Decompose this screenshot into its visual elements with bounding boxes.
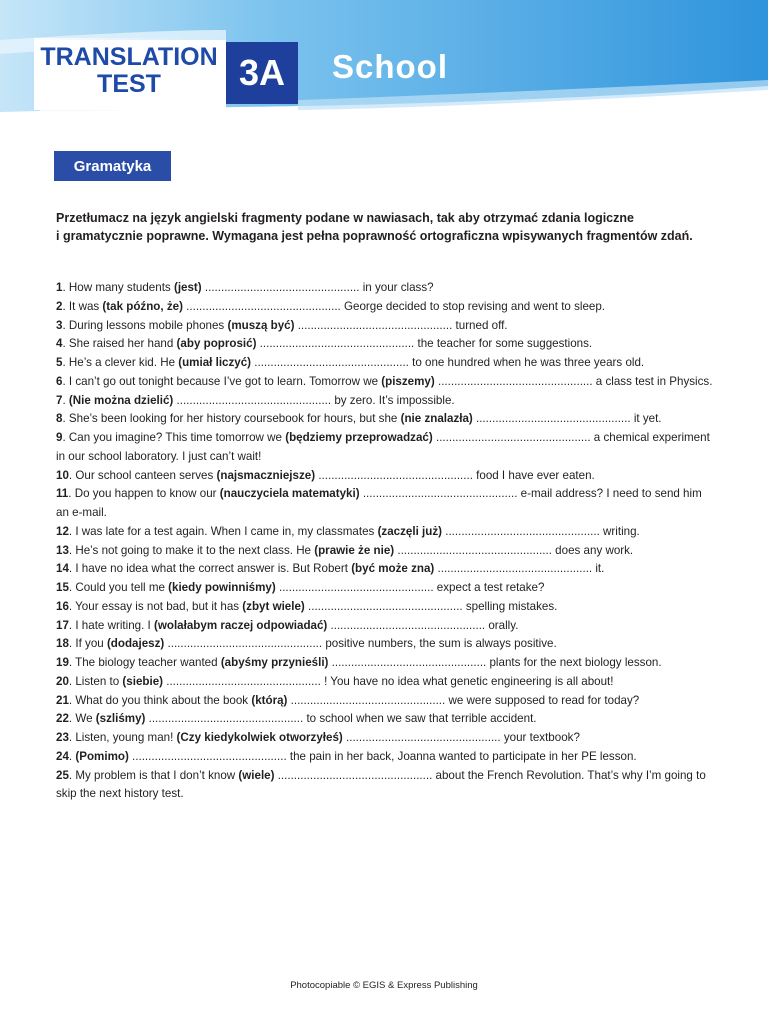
item-polish-prompt: (zaczęli już) (377, 524, 442, 538)
exercise-item (56, 710, 716, 729)
exercise-item (56, 560, 716, 579)
item-text-before: Do you happen to know our (74, 487, 220, 501)
item-number: 11 (56, 487, 69, 501)
instructions-line-2: i gramatycznie poprawne. Wymagana jest pełna poprawność ortograficzna wpisywanych fragmentów zdań. (56, 229, 693, 243)
exercise-item (56, 485, 716, 523)
item-number: 4 (56, 337, 63, 351)
item-number-dot: . (62, 431, 69, 444)
item-text-before: What do you think about the book (75, 693, 252, 707)
item-number-dot: . (68, 731, 76, 744)
exercise-item (56, 354, 716, 373)
item-text-after: ................................................ your textbook? (342, 731, 580, 744)
item-number: 13 (56, 543, 69, 557)
item-number-dot: . (68, 562, 76, 576)
item-number-dot: . (68, 487, 75, 501)
item-text-before: Listen, young man! (75, 731, 177, 744)
item-text-before: Our school canteen serves (75, 468, 217, 482)
item-polish-prompt: (kiedy powinniśmy) (168, 581, 276, 594)
exercise-item (56, 392, 716, 411)
title-line-2: TEST (97, 70, 161, 98)
item-number-dot: . (68, 693, 76, 707)
exercise-item (56, 673, 716, 692)
exercise-item (56, 635, 716, 654)
unit-badge: 3A (226, 42, 298, 104)
item-text-after: ................................................ to one hundred when he was three years old. (251, 356, 645, 369)
item-text-after: ................................................ in your class? (201, 281, 434, 294)
exercise-item (56, 467, 716, 486)
item-text-before: Could you tell me (75, 581, 169, 594)
item-number-dot: . (68, 581, 76, 594)
exercise-item (56, 279, 716, 298)
item-number-dot: . (62, 412, 69, 426)
item-polish-prompt: (najsmaczniejsze) (216, 468, 316, 482)
item-text-after: ................................................ ! You have no idea what genetic engineering is all about! (163, 674, 614, 688)
exercise-item (56, 598, 716, 617)
item-number: 8 (56, 412, 63, 426)
item-number-dot: . (62, 299, 69, 313)
item-polish-prompt: (tak późno, że) (102, 299, 183, 313)
unit-title: School (332, 48, 449, 85)
header-banner (0, 0, 768, 125)
item-polish-prompt: (zbyt wiele) (242, 599, 305, 613)
item-number-dot: . (68, 543, 76, 557)
item-polish-prompt: (jest) (173, 281, 202, 294)
item-number-dot: . (62, 374, 69, 388)
item-number-dot: . (62, 281, 69, 294)
item-polish-prompt: (będziemy przeprowadzać) (285, 431, 433, 444)
item-number: 16 (56, 599, 69, 613)
item-polish-prompt: (siebie) (122, 674, 164, 688)
item-polish-prompt: (Nie można dzielić) (68, 393, 174, 407)
exercise-item (56, 317, 716, 336)
item-number-dot: . (62, 393, 69, 407)
item-number: 6 (56, 374, 63, 388)
item-polish-prompt: (muszą być) (227, 318, 295, 332)
item-text-after: ................................................ expect a test retake? (275, 581, 545, 594)
item-text-after: ................................................ does any work. (394, 543, 634, 557)
item-polish-prompt: (którą) (251, 693, 288, 707)
exercise-item (56, 617, 716, 636)
item-text-before: He’s not going to make it to the next class. He (75, 543, 315, 557)
item-polish-prompt: (szliśmy) (95, 712, 146, 726)
item-number: 1 (56, 281, 63, 294)
item-number-dot: . (62, 356, 69, 369)
exercise-item (56, 429, 716, 467)
item-number-dot: . (68, 656, 76, 669)
item-text-after: ................................................ plants for the next biology lesson. (328, 656, 662, 669)
item-polish-prompt: (umiał liczyć) (178, 356, 252, 369)
item-text-before: He’s a clever kid. He (68, 356, 179, 369)
exercise-item (56, 748, 716, 767)
item-number: 12 (56, 524, 69, 538)
item-text-before: The biology teacher wanted (75, 656, 221, 669)
exercise-item (56, 542, 716, 561)
item-polish-prompt: (dodajesz) (106, 637, 165, 651)
item-text-after: ................................................ to school when we saw that terrible accident. (145, 712, 537, 726)
item-text-before: I have no idea what the correct answer is. But Robert (75, 562, 352, 576)
item-polish-prompt: (piszemy) (381, 374, 435, 388)
exercise-item (56, 335, 716, 354)
exercise-item (56, 373, 716, 392)
item-text-after: ................................................ a chemical experiment in our school laboratory. I just can’t wait! (56, 431, 710, 463)
item-text-before: I can’t go out tonight because I’ve got to learn. Tomorrow we (68, 374, 382, 388)
item-number-dot: . (68, 468, 76, 482)
item-polish-prompt: (abyśmy przynieśli) (220, 656, 329, 669)
item-text-after: ................................................ George decided to stop revising and went to sleep. (182, 299, 606, 313)
item-number: 15 (56, 581, 69, 594)
item-number-dot: . (68, 637, 76, 651)
section-label: Gramatyka (54, 151, 171, 181)
item-text-after: ................................................ turned off. (294, 318, 508, 332)
item-text-before: My problem is that I don’t know (75, 768, 239, 782)
item-text-after: ................................................ the pain in her back, Joanna wanted to participate in her PE lesson. (128, 749, 637, 763)
test-type-title (40, 44, 218, 98)
item-text-after: ................................................ positive numbers, the sum is always positive. (164, 637, 557, 651)
item-number: 23 (56, 731, 69, 744)
item-text-after: ................................................ orally. (327, 618, 519, 632)
item-number: 17 (56, 618, 69, 632)
item-number: 19 (56, 656, 69, 669)
item-number-dot: . (68, 674, 76, 688)
exercise-item (56, 410, 716, 429)
exercise-item (56, 523, 716, 542)
item-number-dot: . (68, 749, 76, 763)
exercise-item (56, 729, 716, 748)
item-text-before: If you (75, 637, 107, 651)
exercise-list (56, 279, 716, 804)
item-number: 20 (56, 674, 69, 688)
item-number: 3 (56, 318, 63, 332)
item-polish-prompt: (być może zna) (351, 562, 435, 576)
item-number: 25 (56, 768, 69, 782)
item-number-dot: . (68, 599, 76, 613)
item-number: 24 (56, 749, 69, 763)
exercise-item (56, 692, 716, 711)
item-polish-prompt: (wiele) (238, 768, 275, 782)
item-text-after: ................................................ it yet. (472, 412, 662, 426)
item-text-before: How many students (68, 281, 174, 294)
item-text-after: ................................................ the teacher for some suggestions. (256, 337, 593, 351)
item-text-before: She raised her hand (68, 337, 177, 351)
item-number: 7 (56, 393, 63, 407)
item-polish-prompt: (nie znalazła) (400, 412, 473, 426)
item-text-after: ................................................ it. (434, 562, 605, 576)
item-number: 14 (56, 562, 69, 576)
item-text-after: ................................................ about the French Revolution. That’s why I’m going to skip the next history test. (56, 768, 706, 801)
item-text-before: I was late for a test again. When I came in, my classmates (75, 524, 378, 538)
item-text-before: We (75, 712, 96, 726)
item-text-before: During lessons mobile phones (68, 318, 228, 332)
item-text-after: ................................................ spelling mistakes. (304, 599, 558, 613)
item-text-after: ................................................ a class test in Physics. (434, 374, 713, 388)
item-number: 21 (56, 693, 69, 707)
item-text-after: ................................................ we were supposed to read for today? (287, 693, 640, 707)
item-text-after: ................................................ by zero. It’s impossible. (173, 393, 455, 407)
item-number: 22 (56, 712, 69, 726)
item-polish-prompt: (Pomimo) (75, 749, 129, 763)
item-number: 2 (56, 299, 63, 313)
item-text-after: ................................................ writing. (442, 524, 640, 538)
exercise-item (56, 298, 716, 317)
exercise-item (56, 767, 716, 805)
item-text-after: ................................................ food I have ever eaten. (315, 468, 595, 482)
item-polish-prompt: (wolałabym raczej odpowiadać) (153, 618, 328, 632)
item-polish-prompt: (aby poprosić) (176, 337, 257, 351)
item-number: 10 (56, 468, 69, 482)
item-text-before: Your essay is not bad, but it has (75, 599, 243, 613)
item-polish-prompt: (prawie że nie) (314, 543, 395, 557)
item-text-before: Listen to (75, 674, 123, 688)
title-line-1: TRANSLATION (40, 43, 218, 71)
item-text-before: She’s been looking for her history coursebook for hours, but she (68, 412, 401, 426)
instructions-line-1: Przetłumacz na język angielski fragmenty podane w nawiasach, tak aby otrzymać zdania logiczne (56, 211, 634, 225)
item-number: 5 (56, 356, 63, 369)
item-text-before: Can you imagine? This time tomorrow we (68, 431, 286, 444)
item-number-dot: . (68, 524, 76, 538)
item-polish-prompt: (nauczyciela matematyki) (219, 487, 360, 501)
item-number-dot: . (68, 768, 76, 782)
item-text-after: ................................................ e-mail address? I need to send him an e-mail. (56, 487, 702, 519)
instructions (56, 209, 726, 245)
item-text-before: I hate writing. I (75, 618, 154, 632)
item-number-dot: . (62, 318, 69, 332)
item-number-dot: . (68, 712, 76, 726)
item-number: 9 (56, 431, 63, 444)
item-text-before: It was (68, 299, 103, 313)
exercise-item (56, 579, 716, 598)
exercise-item (56, 654, 716, 673)
footer-copyright: Photocopiable © EGIS & Express Publishing (290, 980, 478, 991)
item-number-dot: . (68, 618, 76, 632)
item-polish-prompt: (Czy kiedykolwiek otworzyłeś) (176, 731, 343, 744)
item-number: 18 (56, 637, 69, 651)
item-number-dot: . (62, 337, 69, 351)
